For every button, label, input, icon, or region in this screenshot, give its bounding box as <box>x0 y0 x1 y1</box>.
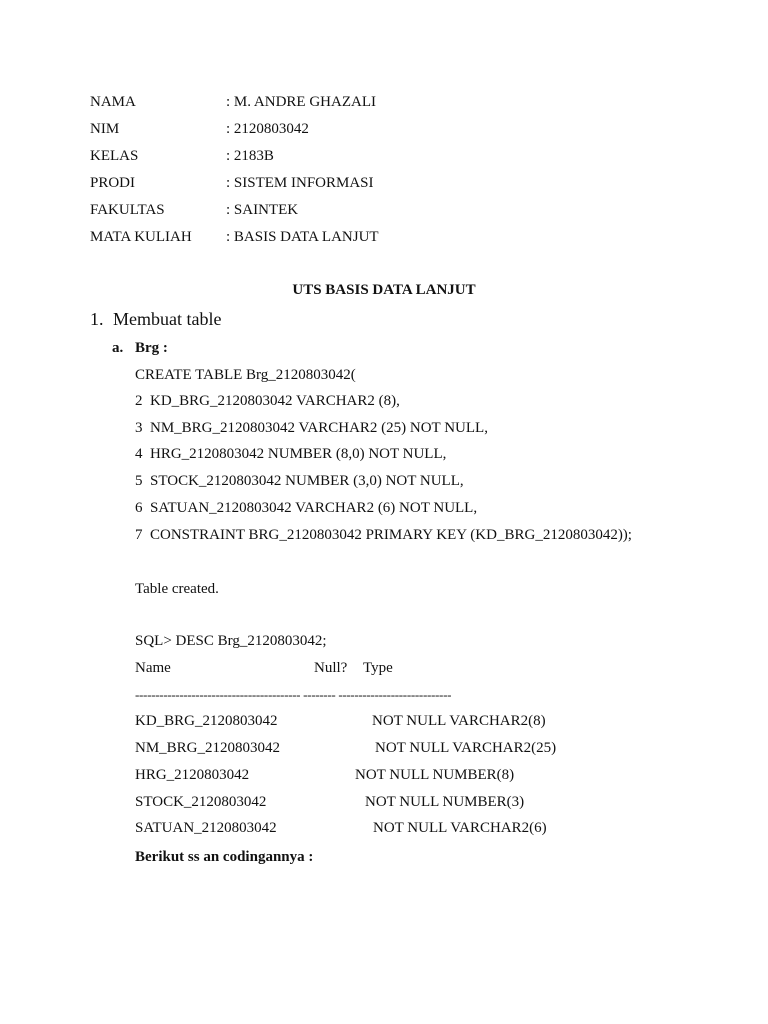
section-number: 1. <box>90 309 104 329</box>
desc-row-spec: NOT NULL VARCHAR2(8) <box>372 713 546 729</box>
sql-result: Table created. <box>135 581 219 597</box>
info-label-kelas: KELAS <box>90 148 139 164</box>
info-label-fakultas: FAKULTAS <box>90 202 165 218</box>
sql-line: 7 CONSTRAINT BRG_2120803042 PRIMARY KEY (KD_BRG_2120803042)); <box>135 527 632 543</box>
sub-item-label: Brg : <box>135 340 168 356</box>
desc-row-name: STOCK_2120803042 <box>135 794 267 810</box>
info-value-kelas: : 2183B <box>226 148 274 164</box>
info-value-fakultas: : SAINTEK <box>226 202 299 218</box>
desc-header-name: Name <box>135 660 171 676</box>
desc-separator: ----------------------------------------- -------- ---------------------------- <box>135 687 452 702</box>
sql-line: 2 KD_BRG_2120803042 VARCHAR2 (8), <box>135 393 400 409</box>
section-heading: Membuat table <box>113 309 222 329</box>
info-value-nim: : 2120803042 <box>226 121 309 137</box>
info-label-prodi: PRODI <box>90 175 136 191</box>
desc-header-null: Null? <box>314 660 348 676</box>
desc-row-spec: NOT NULL NUMBER(3) <box>365 794 525 810</box>
desc-row-name: HRG_2120803042 <box>135 767 250 783</box>
sql-line: 5 STOCK_2120803042 NUMBER (3,0) NOT NULL, <box>135 473 464 489</box>
sql-line: 3 NM_BRG_2120803042 VARCHAR2 (25) NOT NULL, <box>135 420 488 436</box>
info-value-mata-kuliah: : BASIS DATA LANJUT <box>226 229 379 245</box>
desc-command: SQL> DESC Brg_2120803042; <box>135 633 327 649</box>
desc-row-name: NM_BRG_2120803042 <box>135 740 281 756</box>
desc-row-spec: NOT NULL VARCHAR2(25) <box>375 740 557 756</box>
info-label-nim: NIM <box>90 121 120 137</box>
desc-row-spec: NOT NULL NUMBER(8) <box>355 767 515 783</box>
desc-row-name: SATUAN_2120803042 <box>135 820 277 836</box>
sql-line: CREATE TABLE Brg_2120803042( <box>135 367 356 383</box>
info-label-mata-kuliah: MATA KULIAH <box>90 229 192 245</box>
sub-item-letter: a. <box>112 340 124 356</box>
info-value-nama: : M. ANDRE GHAZALI <box>226 94 376 110</box>
sql-line: 4 HRG_2120803042 NUMBER (8,0) NOT NULL, <box>135 446 447 462</box>
sql-line: 6 SATUAN_2120803042 VARCHAR2 (6) NOT NULL, <box>135 500 478 516</box>
desc-row-name: KD_BRG_2120803042 <box>135 713 278 729</box>
desc-row-spec: NOT NULL VARCHAR2(6) <box>373 820 547 836</box>
info-value-prodi: : SISTEM INFORMASI <box>226 175 374 191</box>
info-label-nama: NAMA <box>90 94 136 110</box>
closing-note: Berikut ss an codingannya : <box>135 849 314 865</box>
document-title: UTS BASIS DATA LANJUT <box>292 282 476 298</box>
desc-header-type: Type <box>363 660 393 676</box>
